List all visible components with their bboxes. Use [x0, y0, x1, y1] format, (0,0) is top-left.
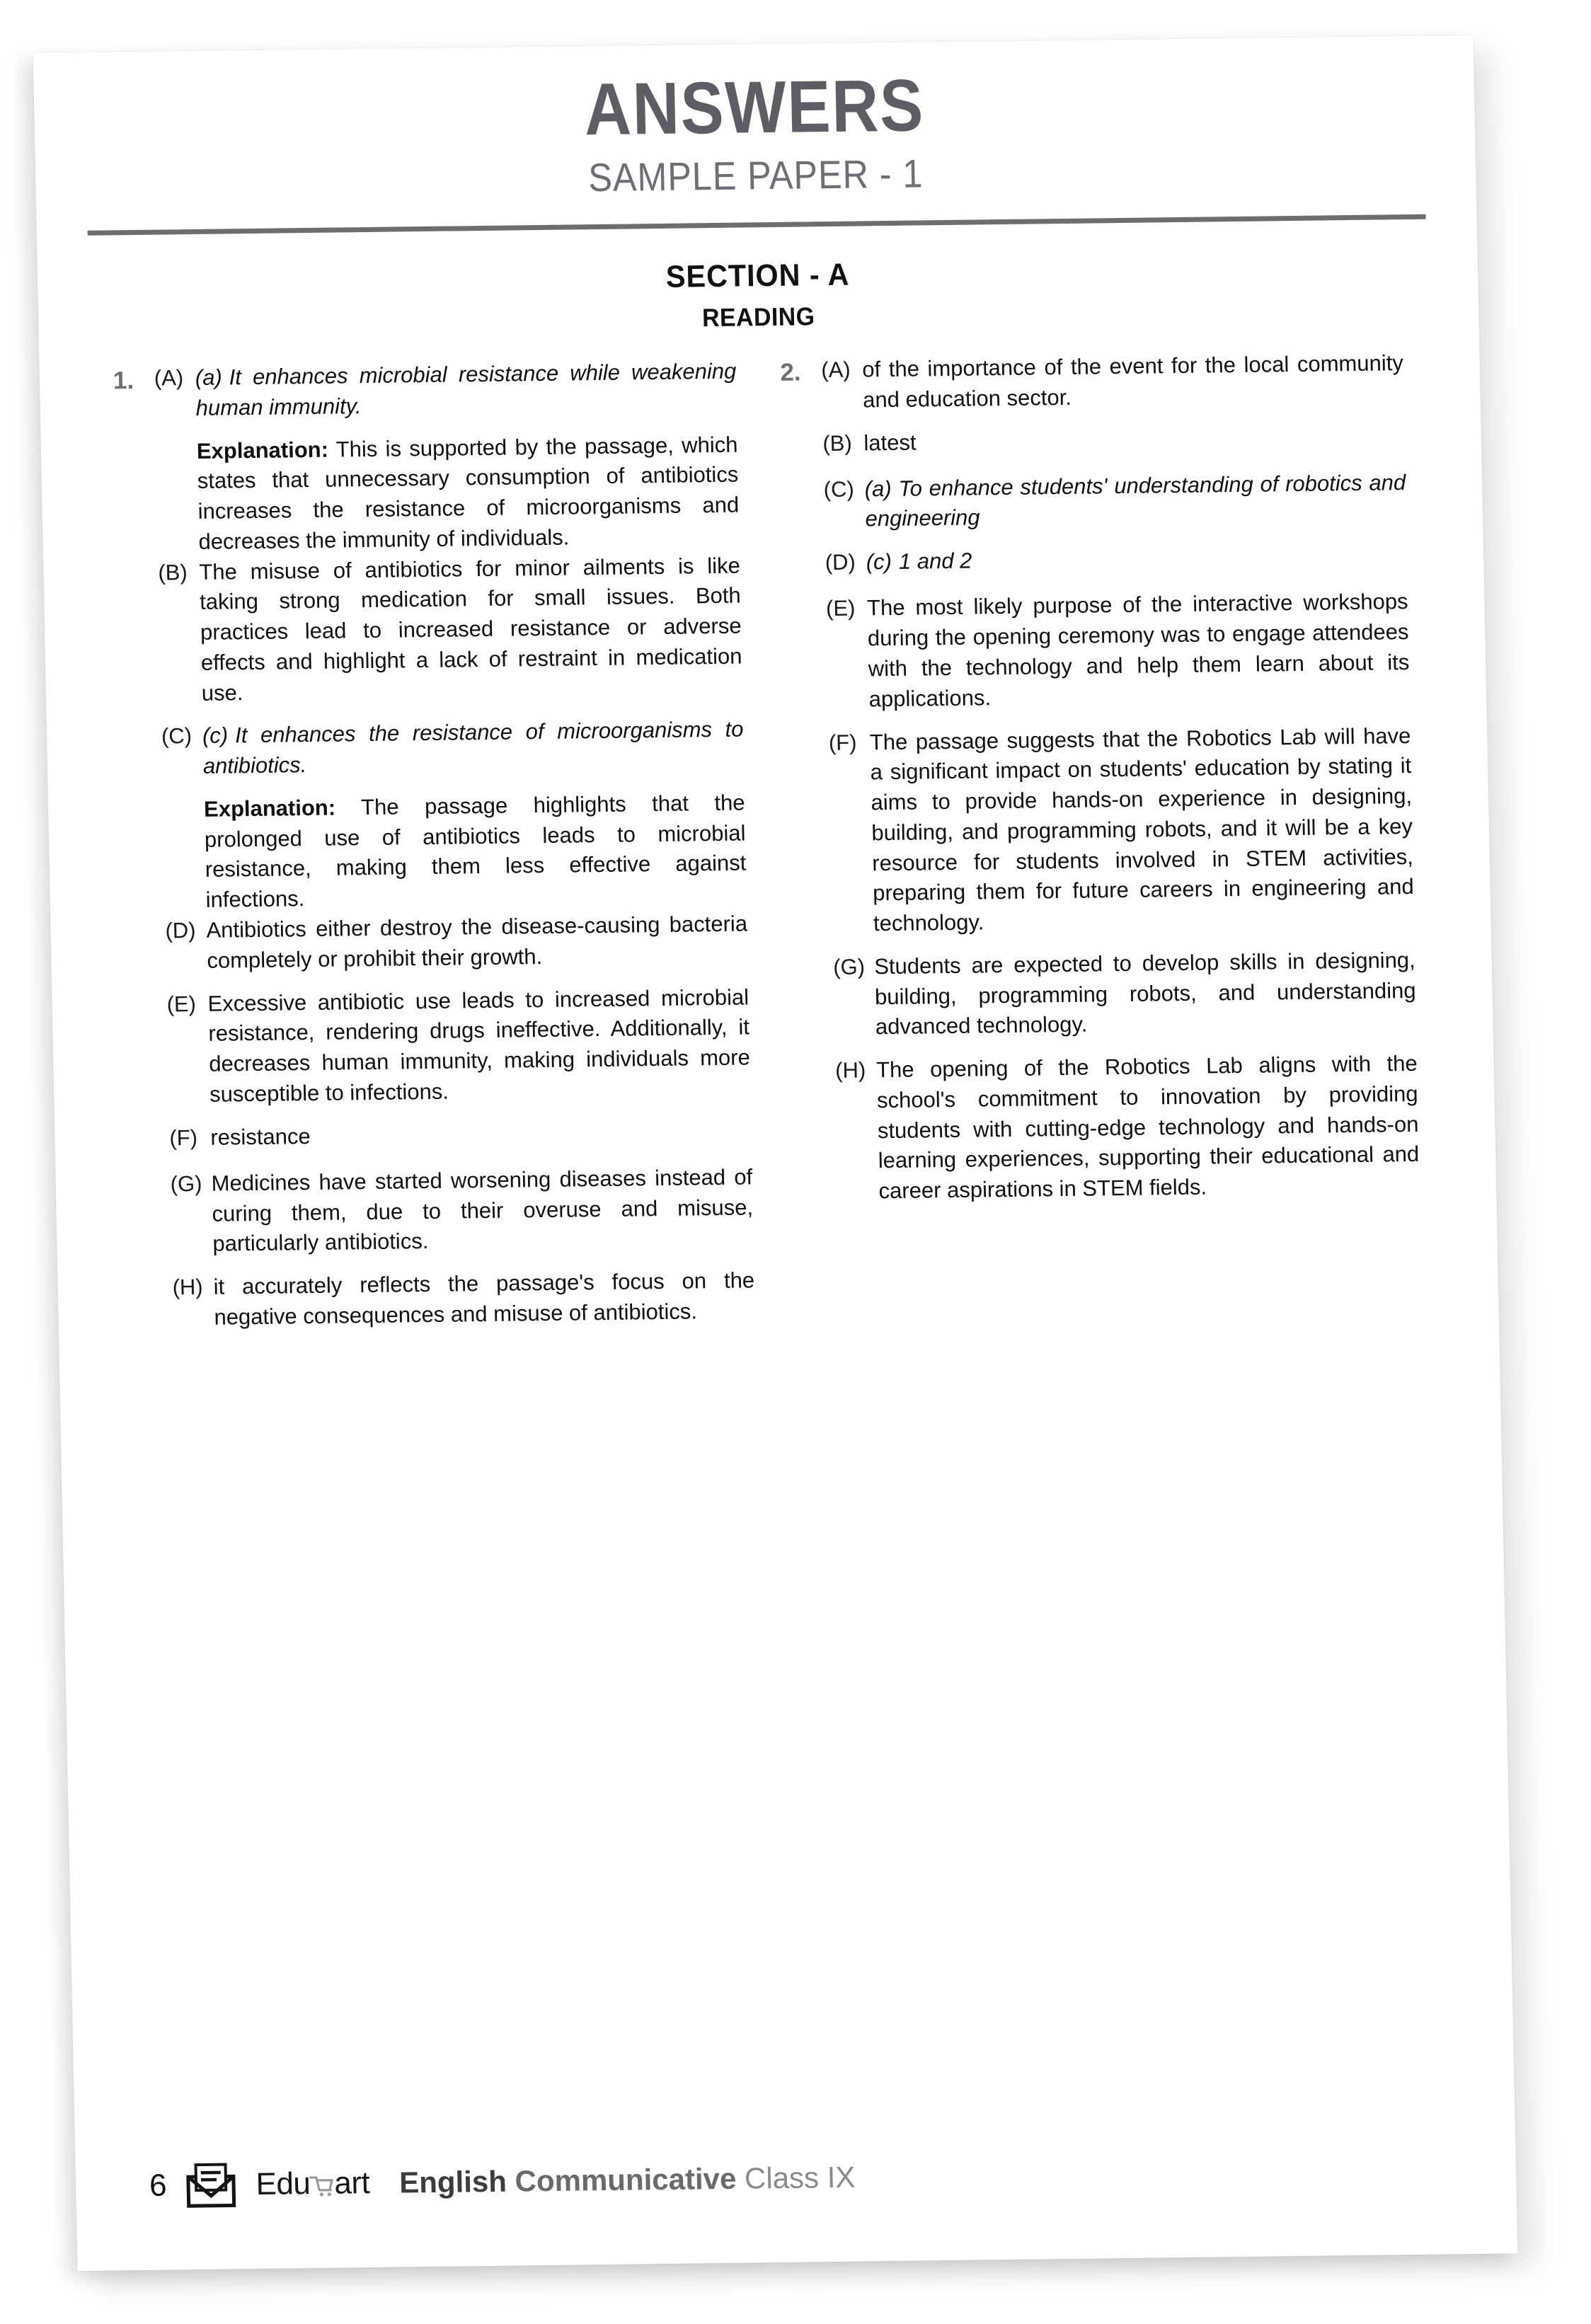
explanation-label: Explanation: [203, 795, 336, 822]
answer-text [202, 715, 745, 782]
answer-text: Students are expected to develop skills in designing, building, programming robots, and understanding advanced technology. [873, 947, 1416, 1040]
answer-text [866, 541, 1407, 577]
section-heading: SECTION - A [665, 257, 850, 294]
book-title-part3: Class IX [744, 2160, 856, 2195]
question-number-spacer [131, 1273, 173, 1307]
answer-text [864, 468, 1406, 535]
question-number-spacer [794, 1056, 836, 1090]
answer-label: (G) [170, 1170, 202, 1197]
answer-row [781, 422, 1405, 463]
page-subtitle: SAMPLE PAPER - 1 [587, 151, 924, 200]
answer-text: resistance [210, 1123, 311, 1150]
open-envelope-icon [185, 2161, 238, 2209]
question-number-spacer [128, 1123, 170, 1157]
answer-row [129, 1162, 754, 1260]
answer-text: The most likely purpose of the interactive workshops during the opening ceremony was to engage attendees with the technology and help them learn about its applications. [866, 589, 1410, 712]
book-title-part2: Communicative [515, 2161, 737, 2198]
answers-body [39, 323, 1499, 1347]
question-number-spacer [129, 1169, 171, 1203]
question-number-spacer [785, 594, 827, 628]
left-column [113, 357, 755, 1347]
answer-text [195, 357, 737, 424]
question-number-spacer [120, 722, 162, 756]
answer-row [794, 1049, 1420, 1208]
answer-text: The opening of the Robotics Lab aligns with the school's commitment to innovation by providing students with cutting-edge technology and hands-on learning experiences, supporting their educational and career aspirations in STEM fields. [875, 1051, 1420, 1204]
answer-option-tag: (a) [195, 364, 223, 390]
book-title-part1: English [398, 2164, 507, 2199]
answer-text-body: It enhances microbial resistance while weakening human immunity. [195, 358, 737, 420]
answer-row [124, 909, 748, 977]
page-title: ANSWERS [583, 64, 926, 151]
page-footer [149, 2146, 1452, 2209]
answer-explanation [204, 788, 747, 915]
answer-option-tag: (c) [202, 723, 229, 749]
answer-label: (F) [828, 730, 857, 755]
question-number: 1. [113, 367, 134, 395]
answer-text: Medicines have started worsening diseases instead of curing them, due to their overuse and misuse, particularly antibiotics. [211, 1164, 754, 1257]
question-number: 2. [779, 358, 801, 386]
answer-explanation [197, 430, 740, 557]
answer-label: (E) [166, 991, 197, 1017]
answer-row [125, 982, 751, 1111]
answer-label: (C) [161, 723, 193, 749]
paper-sheet [33, 35, 1518, 2271]
answer-text: of the importance of the event for the local community and education sector. [861, 350, 1404, 413]
question-number-spacer [781, 429, 823, 463]
answer-text-body: To enhance students' understanding of robotics and engineering [865, 469, 1406, 531]
answer-row [792, 945, 1417, 1044]
explanation-text: This is supported by the passage, which states that unnecessary consumption of antibiotics increases the resistance of microorganisms and decreases the immunity of individuals. [197, 432, 740, 554]
answer-label: (F) [169, 1124, 198, 1151]
answer-text-body: It enhances the resistance of microorganisms to antibiotics. [202, 716, 744, 779]
answer-text-body: 1 and 2 [898, 548, 972, 575]
answer-label: (B) [822, 430, 853, 456]
answer-row [785, 587, 1411, 715]
answer-text: The passage suggests that the Robotics Lab will have a significant impact on students' education by stating it aims to provide hands-on experience in designing, building, and programming robots, and it will be a key resource for students involved in STEM activities, preparing them for future careers in engineering and technology. [869, 723, 1414, 936]
question-number-spacer [787, 728, 829, 762]
question-number-spacer [782, 475, 824, 509]
answer-option-tag: (a) [864, 476, 892, 502]
answer-label: (A) [154, 365, 184, 391]
answer-row [787, 721, 1414, 940]
answer-label: (E) [825, 596, 856, 621]
answer-option-tag: (c) [866, 549, 892, 575]
page-header [33, 35, 1479, 341]
header-divider [88, 214, 1426, 236]
answer-label: (C) [823, 476, 855, 502]
explanation-label: Explanation: [196, 437, 329, 464]
answer-text: latest [863, 430, 917, 455]
answer-row [113, 357, 737, 425]
answer-label: (H) [172, 1274, 204, 1300]
answer-text: Antibiotics either destroy the disease-causing bacteria completely or prohibit their growth. [206, 911, 748, 973]
page-number: 6 [149, 2168, 168, 2203]
answer-row [780, 348, 1404, 416]
answer-label: (B) [157, 559, 188, 585]
answer-row [128, 1116, 752, 1157]
brand-text-pre: Edu [255, 2166, 311, 2202]
answer-text: it accurately reflects the passage's focus on the negative consequences and misuse of antibiotics. [213, 1267, 755, 1330]
answer-row [782, 468, 1406, 536]
book-title [399, 2161, 856, 2200]
answer-label: (D) [165, 918, 196, 943]
question-number-spacer [792, 953, 834, 986]
brand-text-post: art [333, 2165, 370, 2201]
answer-row [117, 551, 743, 710]
answer-row [120, 715, 745, 783]
answer-row [783, 541, 1407, 582]
answer-text: Excessive antibiotic use leads to increased microbial resistance, rendering drugs ineffective. Additionally, it decreases human immunity, making individuals more susceptible to infections. [207, 984, 751, 1107]
explanation-text: The passage highlights that the prolonged use of antibiotics leads to microbial resistance, making them less effective against infections. [204, 790, 747, 913]
shopping-cart-icon [310, 2168, 335, 2199]
educart-logo [255, 2165, 370, 2202]
question-number-spacer [783, 548, 825, 582]
right-column [780, 348, 1420, 1220]
answer-text: The misuse of antibiotics for minor ailments is like taking strong medication for small issues. Both practices lead to increased resistance or adverse effects and highlight a lack of restraint in medication use. [198, 553, 742, 706]
answer-label: (H) [834, 1057, 866, 1083]
answer-label: (A) [820, 357, 851, 383]
question-number-spacer [117, 558, 159, 592]
answer-label: (G) [832, 954, 866, 979]
question-number-spacer [124, 916, 166, 950]
section-subheading: READING [701, 301, 815, 333]
question-number-spacer [125, 989, 167, 1023]
answer-label: (D) [825, 549, 856, 575]
answer-row [131, 1265, 755, 1333]
